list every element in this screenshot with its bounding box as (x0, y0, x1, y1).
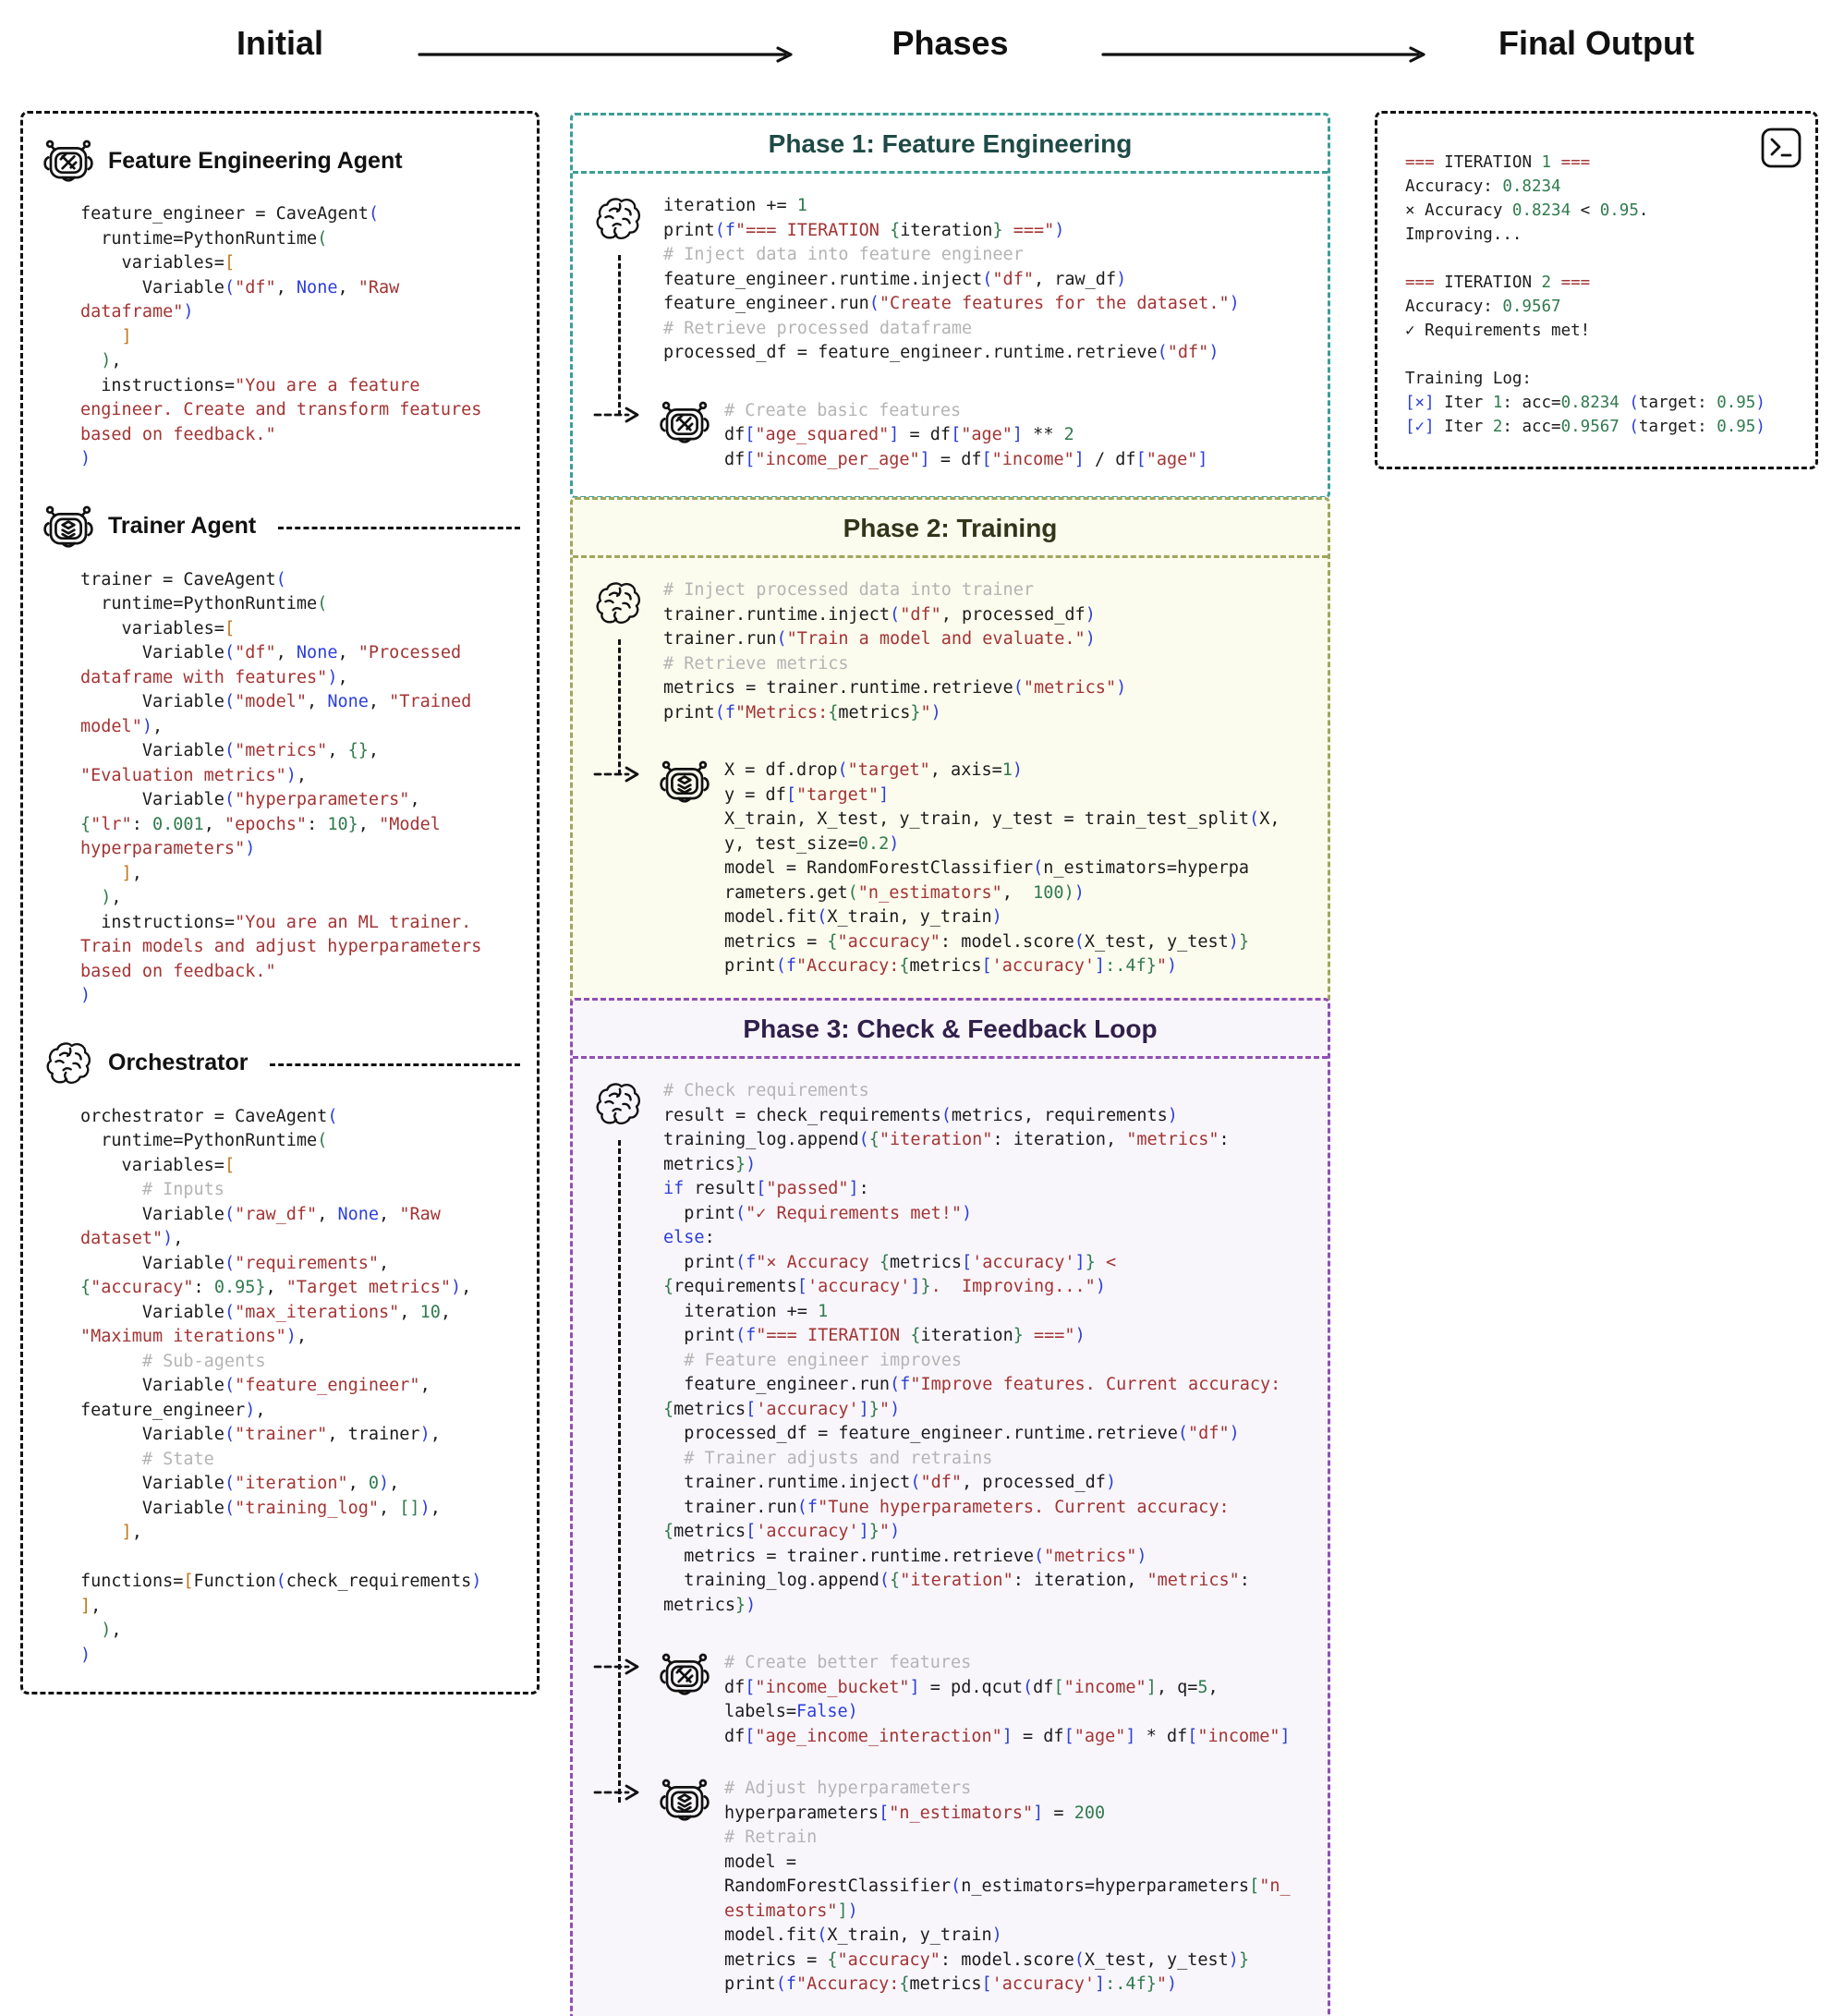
robot-layers-icon (658, 755, 711, 808)
code-line: # Retrieve processed dataframe (663, 318, 973, 338)
agent-code-block (80, 1105, 520, 1669)
code-line: Improving... (1405, 225, 1523, 244)
code-line: based on feedback." (80, 961, 276, 981)
code-line: result = check_requirements(metrics, requirements) (663, 1105, 1178, 1125)
agent-section-trainer (42, 500, 520, 1009)
code-line: print(f"Metrics:{metrics}") (663, 702, 941, 723)
code-line: variables=[ (80, 618, 236, 638)
code-line (80, 1546, 520, 1571)
robot-tools-icon (658, 395, 711, 449)
code-line: # Create basic features (724, 400, 962, 420)
agent-action-block (591, 759, 1311, 979)
brain-icon (591, 1077, 645, 1131)
code-line: # Feature engineer improves (663, 1350, 963, 1370)
code-line: ), (80, 1621, 122, 1640)
code-line: # Retrieve metrics (663, 653, 849, 674)
code-line: {"lr": 0.001, "epochs": 10}, "Model (80, 814, 441, 834)
code-line: feature_engineer = CaveAgent( (80, 204, 380, 224)
code-line: feature_engineer.runtime.inject("df", raw_df) (663, 269, 1127, 289)
code-line: Variable("model", None, "Trained (80, 692, 472, 711)
code-line: Train models and adjust hyperparameters (80, 937, 482, 956)
code-line: df["age_income_interaction"] = df["age"] * df["income"] (724, 1726, 1291, 1746)
column-title-final-output: Final Output (1498, 24, 1694, 62)
code-line: iteration += 1 (663, 196, 807, 215)
robot-tools-icon (658, 1647, 711, 1701)
code-line: runtime=PythonRuntime( (80, 1131, 328, 1150)
code-line: df["income_bucket"] = pd.qcut(df["income"], q=5, (724, 1677, 1219, 1697)
code-line: y, test_size=0.2) (724, 833, 900, 854)
brain-icon (591, 1077, 645, 1131)
code-line: {metrics['accuracy']}") (663, 1399, 901, 1419)
code-line: print(f"=== ITERATION {iteration} ===") (663, 220, 1065, 240)
code-line: Variable("training_log", []), (80, 1498, 441, 1518)
code-line: === ITERATION 2 === (1405, 273, 1591, 292)
agent-title: Feature Engineering Agent (108, 147, 403, 174)
code-line: based on feedback." (80, 424, 276, 444)
agents-panel (20, 111, 540, 1694)
code-line: Variable("df", None, "Raw (80, 277, 400, 298)
robot-layers-icon (42, 500, 95, 553)
code-line: Variable("df", None, "Processed (80, 643, 462, 662)
brain-icon (591, 577, 645, 630)
code-line: print(f"=== ITERATION {iteration} ===") (663, 1326, 1086, 1345)
column-title-initial: Initial (236, 24, 323, 62)
code-line: print("✓ Requirements met!") (663, 1203, 973, 1223)
code-line: ) (80, 986, 91, 1005)
code-line: orchestrator = CaveAgent( (80, 1106, 338, 1126)
code-line: [×] Iter 1: acc=0.8234 (target: 0.95) (1405, 394, 1765, 412)
phase-title: Phase 2: Training (843, 514, 1058, 542)
code-line: hyperparameters["n_estimators"] = 200 (724, 1803, 1106, 1823)
code-line: "Maximum iterations"), (80, 1327, 308, 1346)
code-line: hyperparameters") (80, 839, 256, 858)
code-line (1405, 247, 1791, 271)
code-line: === ITERATION 1 === (1405, 153, 1591, 172)
brain-icon (591, 192, 645, 246)
code-line: # Retrain (724, 1828, 818, 1847)
code-line: dataset"), (80, 1229, 184, 1248)
code-line: ), (80, 888, 122, 907)
brain-icon (591, 577, 645, 630)
dashed-divider (278, 527, 520, 529)
code-line: if result["passed"]: (663, 1179, 869, 1198)
code-line: print(f"× Accuracy {metrics['accuracy']} < (663, 1252, 1117, 1272)
orchestrator-code-block (591, 1079, 1311, 1618)
code-line: training_log.append({"iteration": iteration, "metrics": (663, 1130, 1230, 1149)
code-line: rameters.get("n_estimators", 100)) (724, 882, 1085, 903)
code-line: training_log.append({"iteration": iteration, "metrics": (663, 1571, 1250, 1590)
code-line: Variable("max_iterations", 10, (80, 1302, 451, 1322)
code-line: Variable("trainer", trainer), (80, 1425, 441, 1444)
connector-line (618, 1140, 621, 1803)
agent-code-block (80, 568, 520, 1009)
code-line: # Inject processed data into trainer (663, 580, 1034, 600)
code-line: ) (80, 449, 91, 468)
code-line: dataframe") (80, 302, 194, 322)
code-line: feature_engineer.run(f"Improve features. Current accuracy: (663, 1375, 1281, 1394)
code-line: y = df["target"] (724, 784, 890, 805)
code-line: Variable("feature_engineer", (80, 1376, 431, 1395)
code-line: # Adjust hyperparameters (724, 1779, 972, 1798)
code-line: # Inputs (80, 1180, 224, 1199)
code-line: ) (80, 1645, 91, 1665)
phase-2-box (570, 497, 1330, 1006)
code-line: feature_engineer), (80, 1400, 266, 1420)
code-line: metrics = {"accuracy": model.score(X_test, y_test)} (724, 1949, 1250, 1970)
final-output-panel (1375, 111, 1818, 469)
agent-title: Trainer Agent (108, 513, 257, 539)
code-line: model = (724, 1852, 796, 1872)
code-line: model = RandomForestClassifier(n_estimators=hyperpa (724, 858, 1250, 878)
code-line: metrics}) (663, 1154, 757, 1174)
robot-layers-icon (658, 755, 711, 808)
agent-section-orchestrator (42, 1037, 520, 1669)
code-line: trainer.run("Train a model and evaluate.") (663, 629, 1096, 649)
code-line (1405, 343, 1791, 367)
code-line: estimators"]) (724, 1901, 858, 1921)
code-line: metrics}) (663, 1595, 757, 1615)
agent-code-block (80, 202, 520, 472)
code-line: Variable("metrics", {}, (80, 741, 380, 760)
code-line: metrics = trainer.runtime.retrieve("metrics") (663, 678, 1127, 698)
code-line: [✓] Iter 2: acc=0.9567 (target: 0.95) (1405, 418, 1765, 436)
orchestrator-code-block (591, 194, 1311, 366)
agent-section-feature-engineer (42, 134, 520, 472)
code-line: iteration += 1 (663, 1301, 829, 1321)
code-line: × Accuracy 0.8234 < 0.95. (1405, 201, 1649, 220)
orchestrator-code-block (591, 578, 1311, 725)
robot-layers-icon (42, 500, 95, 553)
code-line: trainer.runtime.inject("df", processed_df) (663, 1473, 1117, 1492)
code-line: model.fit(X_train, y_train) (724, 907, 1002, 927)
code-line: df["age_squared"] = df["age"] ** 2 (724, 425, 1074, 444)
code-line: variables=[ (80, 1155, 236, 1175)
connector-line (618, 255, 621, 416)
code-line: feature_engineer.run("Create features for the dataset.") (663, 294, 1240, 313)
code-line: # State (80, 1449, 214, 1469)
code-line: # Check requirements (663, 1081, 869, 1100)
code-line: # Inject data into feature engineer (663, 245, 1024, 264)
phase-title: Phase 1: Feature Engineering (768, 129, 1133, 158)
code-line: labels=False) (724, 1702, 858, 1721)
code-line: else: (663, 1228, 715, 1247)
code-line: model"), (80, 716, 164, 736)
code-line: runtime=PythonRuntime( (80, 228, 328, 249)
code-line: Variable("iteration", 0), (80, 1474, 400, 1493)
dashed-divider (270, 1063, 520, 1066)
code-line: RandomForestClassifier(n_estimators=hyperparameters["n_ (724, 1876, 1291, 1896)
code-line: dataframe with features"), (80, 667, 348, 687)
robot-tools-icon (42, 134, 95, 188)
code-line: variables=[ (80, 253, 236, 273)
code-line: ], (80, 1596, 102, 1616)
agent-action-block (591, 1651, 1311, 1749)
code-line: Variable("hyperparameters", (80, 790, 420, 809)
brain-icon (42, 1037, 95, 1090)
phase-3-box (570, 998, 1330, 2016)
code-line: instructions="You are an ML trainer. (80, 912, 472, 932)
code-line: {requirements['accuracy']}. Improving...") (663, 1277, 1106, 1296)
agent-title: Orchestrator (108, 1050, 249, 1075)
code-line: # Create better features (724, 1653, 972, 1672)
code-line: # Sub-agents (80, 1351, 266, 1371)
code-line: trainer.runtime.inject("df", processed_df) (663, 604, 1096, 625)
code-line: instructions="You are a feature (80, 375, 420, 395)
robot-layers-icon (658, 1773, 711, 1827)
terminal-output (1405, 151, 1791, 439)
code-line: Accuracy: 0.8234 (1405, 177, 1561, 196)
brain-icon (591, 192, 645, 246)
code-line: ✓ Requirements met! (1405, 322, 1591, 340)
code-line: Training Log: (1405, 370, 1532, 388)
code-line: model.fit(X_train, y_train) (724, 1925, 1002, 1945)
code-line: {metrics['accuracy']}") (663, 1522, 901, 1541)
robot-layers-icon (658, 1773, 711, 1827)
code-line: Variable("raw_df", None, "Raw (80, 1204, 441, 1224)
robot-tools-icon (658, 1647, 711, 1701)
code-line: print(f"Accuracy:{metrics['accuracy']:.4f}") (724, 1974, 1178, 1994)
phase-1-box (570, 113, 1330, 499)
terminal-icon (1760, 127, 1802, 169)
connector-line (618, 639, 621, 775)
brain-icon (42, 1037, 95, 1090)
code-line: ], (80, 1523, 142, 1542)
code-line: functions=[Function(check_requirements) (80, 1572, 482, 1591)
code-line: metrics = trainer.runtime.retrieve("metrics") (663, 1546, 1147, 1566)
code-line: processed_df = feature_engineer.runtime.retrieve("df") (663, 343, 1219, 362)
code-line: trainer.run(f"Tune hyperparameters. Current accuracy: (663, 1497, 1230, 1517)
code-line: Accuracy: 0.9567 (1405, 298, 1561, 316)
code-line: metrics = {"accuracy": model.score(X_test, y_test)} (724, 931, 1250, 952)
code-line: processed_df = feature_engineer.runtime.retrieve("df") (663, 1424, 1240, 1443)
code-line: ), (80, 351, 122, 370)
robot-tools-icon (658, 395, 711, 449)
code-line: print(f"Accuracy:{metrics['accuracy']:.4f}") (724, 956, 1178, 976)
code-line: trainer = CaveAgent( (80, 569, 286, 589)
code-line: engineer. Create and transform features (80, 400, 482, 419)
code-line: ] (80, 326, 132, 346)
code-line: {"accuracy": 0.95}, "Target metrics"), (80, 1278, 472, 1297)
code-line: df["income_per_age"] = df["income"] / df["age"] (724, 449, 1208, 469)
code-line: Variable("requirements", (80, 1253, 390, 1273)
code-line: X_train, X_test, y_train, y_test = train_test_split(X, (724, 809, 1280, 829)
column-title-phases: Phases (892, 24, 1009, 62)
code-line: # Trainer adjusts and retrains (663, 1448, 993, 1468)
code-line: runtime=PythonRuntime( (80, 594, 328, 613)
robot-tools-icon (42, 134, 95, 188)
agent-action-block (591, 1777, 1311, 1998)
code-line: X = df.drop("target", axis=1) (724, 760, 1024, 780)
agent-action-block (591, 399, 1311, 473)
code-line: "Evaluation metrics"), (80, 765, 308, 785)
phase-title: Phase 3: Check & Feedback Loop (743, 1014, 1158, 1043)
code-line: ], (80, 863, 142, 883)
